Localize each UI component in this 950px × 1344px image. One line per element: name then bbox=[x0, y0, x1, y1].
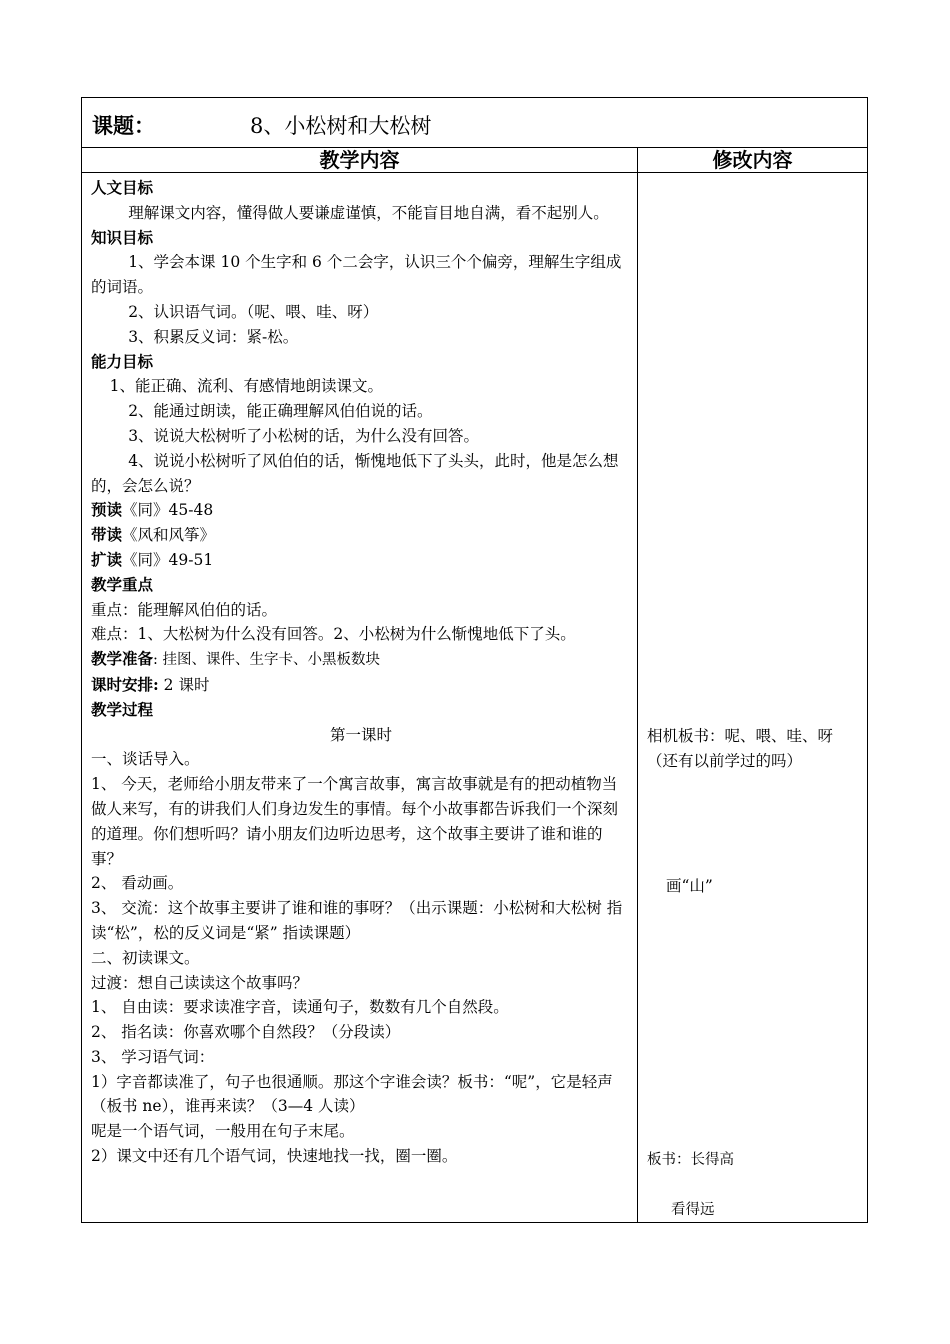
prep-label: 教学准备 bbox=[91, 649, 154, 669]
time-line bbox=[91, 673, 631, 698]
title-row bbox=[82, 98, 867, 148]
section-heading: 能力目标 bbox=[91, 351, 154, 371]
header-revision-content: 修改内容 bbox=[712, 148, 793, 172]
time-text: 2 课时 bbox=[158, 675, 210, 694]
revision-content-cell bbox=[638, 173, 867, 1222]
paragraph: 重点：能理解风伯伯的话。 bbox=[91, 600, 278, 619]
paragraph: 4、说说小松树听了风伯伯的话，惭愧地低下了头头，此时，他是怎么想的，会怎么说？ bbox=[91, 451, 619, 495]
header-teaching-content: 教学内容 bbox=[319, 148, 400, 172]
lesson-title: 8、小松树和大松树 bbox=[250, 114, 432, 138]
paragraph: 1、 今天，老师给小朋友带来了一个寓言故事，寓言故事就是有的把动植物当做人来写，有的讲我们人们身边发生的事情。每个小故事都告诉我们一个深刻的道理。你们想听吗？请小朋友们边听边思考，这个故事主要讲了谁和谁的事？ bbox=[91, 775, 619, 868]
revision-note: 板书：长得高 bbox=[647, 1152, 734, 1168]
section-heading: 教学过程 bbox=[91, 699, 154, 719]
paragraph: 1、 自由读：要求读准字音，读通句子，数数有几个自然段。 bbox=[91, 998, 509, 1017]
section-heading: 教学重点 bbox=[91, 574, 154, 594]
paragraph: 3、积累反义词：紧-松。 bbox=[128, 327, 299, 346]
paragraph: 一、谈话导入。 bbox=[91, 750, 200, 769]
reading-label: 带读 bbox=[91, 525, 123, 545]
time-label: 课时安排: bbox=[91, 674, 159, 694]
reading-text: 《风和风筝》 bbox=[122, 526, 216, 545]
paragraph: 1、能正确、流利、有感情地朗读课文。 bbox=[109, 377, 383, 396]
section-heading: 人文目标 bbox=[91, 178, 154, 197]
paragraph: 3、 学习语气词： bbox=[91, 1047, 215, 1066]
paragraph: 3、 交流：这个故事主要讲了谁和谁的事呀？（出示课题：小松树和大松树 指读“松”，松的反义词是“紧” 指读课题） bbox=[91, 899, 623, 942]
prep-text: : 挂图、课件、生字卡、小黑板数块 bbox=[153, 652, 381, 669]
paragraph: 2、能通过朗读，能正确理解风伯伯说的话。 bbox=[128, 402, 433, 421]
paragraph: 难点：1、大松树为什么没有回答。2、小松树为什么惭愧地低下了头。 bbox=[91, 625, 576, 644]
paragraph: 二、初读课文。 bbox=[91, 948, 200, 967]
revision-note: 画“山” bbox=[666, 877, 713, 895]
lesson-plan-table bbox=[81, 97, 868, 1223]
teaching-content-cell bbox=[91, 176, 631, 1169]
section-heading: 知识目标 bbox=[91, 227, 154, 247]
header-row bbox=[82, 148, 867, 173]
paragraph: 3、说说大松树听了小松树的话，为什么没有回答。 bbox=[128, 426, 480, 445]
paragraph: 1）字音都读准了，句子也很通顺。那这个字谁会读？板书：“呢”，它是轻声（板书 ne），谁再来读？（3—4 人读） bbox=[91, 1072, 613, 1116]
paragraph: 2、 看动画。 bbox=[91, 874, 184, 893]
paragraph: 理解课文内容，懂得做人要谦虚谨慎，不能盲目地自满，看不起别人。 bbox=[128, 203, 609, 222]
reading-line bbox=[91, 548, 631, 573]
lesson-subtitle: 第一课时 bbox=[329, 725, 392, 744]
paragraph: 1、学会本课 10 个生字和 6 个二会字，认识三个个偏旁，理解生字组成的词语。 bbox=[91, 253, 622, 297]
paragraph: 2）课文中还有几个语气词，快速地找一找，圈一圈。 bbox=[91, 1147, 458, 1166]
reading-line bbox=[91, 498, 631, 523]
title-label: 课题： bbox=[92, 113, 155, 138]
revision-note: 相机板书：呢、喂、哇、呀 bbox=[647, 727, 834, 745]
prep-line bbox=[91, 647, 631, 673]
reading-label: 扩读 bbox=[91, 549, 123, 569]
paragraph: 2、认识语气词。（呢、喂、哇、呀） bbox=[128, 302, 379, 321]
paragraph: 呢是一个语气词，一般用在句子末尾。 bbox=[91, 1122, 355, 1141]
paragraph: 2、 指名读：你喜欢哪个自然段？（分段读） bbox=[91, 1023, 401, 1042]
revision-note: （还有以前学过的吗） bbox=[647, 752, 803, 770]
revision-note: 看得远 bbox=[671, 1202, 715, 1218]
reading-label: 预读 bbox=[91, 500, 123, 520]
reading-text: 《同》49-51 bbox=[122, 550, 214, 569]
paragraph: 过渡：想自己读读这个故事吗？ bbox=[91, 973, 309, 992]
reading-text: 《同》45-48 bbox=[122, 501, 214, 520]
reading-line bbox=[91, 523, 631, 548]
